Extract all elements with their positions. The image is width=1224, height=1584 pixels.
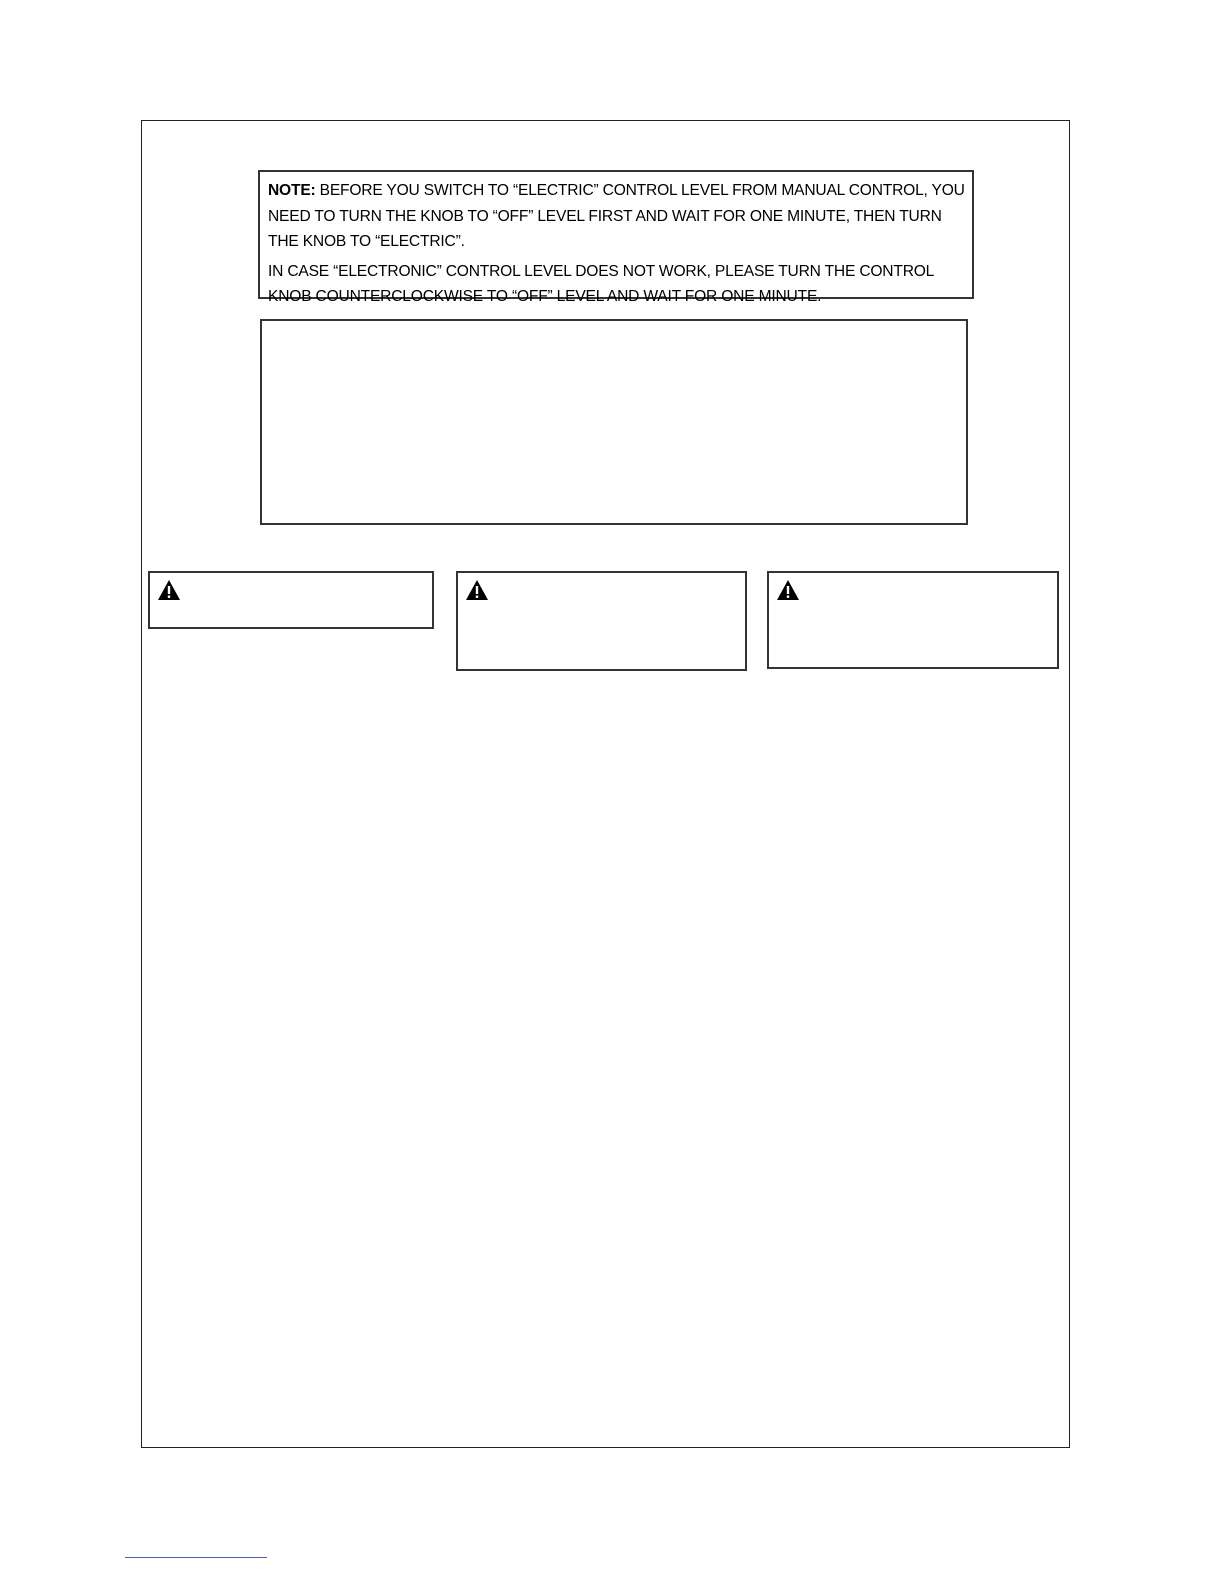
note-text-1: BEFORE YOU SWITCH TO “ELECTRIC” CONTROL LEVEL FROM MANUAL CONTROL, YOU NEED TO TURN THE KNOB TO “OFF” LEVEL FIRST AND WAIT FOR ONE MINUTE, THEN TURN THE KNOB TO “ELECTRIC”. <box>268 182 965 250</box>
bottom-link-underline[interactable] <box>125 1557 267 1558</box>
note-paragraph-2: IN CASE “ELECTRONIC” CONTROL LEVEL DOES NOT WORK, PLEASE TURN THE CONTROL KNOB COUNTERCLOCKWISE TO “OFF” LEVEL AND WAIT FOR ONE MINUTE. <box>268 262 934 305</box>
warning-box-3 <box>767 571 1059 669</box>
warning-triangle-icon <box>776 579 800 601</box>
note-label: NOTE: <box>268 182 316 199</box>
empty-content-box <box>260 319 968 525</box>
warning-box-1 <box>148 571 434 629</box>
note-paragraph-1 <box>268 178 966 255</box>
warning-triangle-icon <box>465 579 489 601</box>
note-box <box>258 170 974 305</box>
warning-triangle-icon <box>157 579 181 601</box>
warning-box-2 <box>456 571 747 671</box>
